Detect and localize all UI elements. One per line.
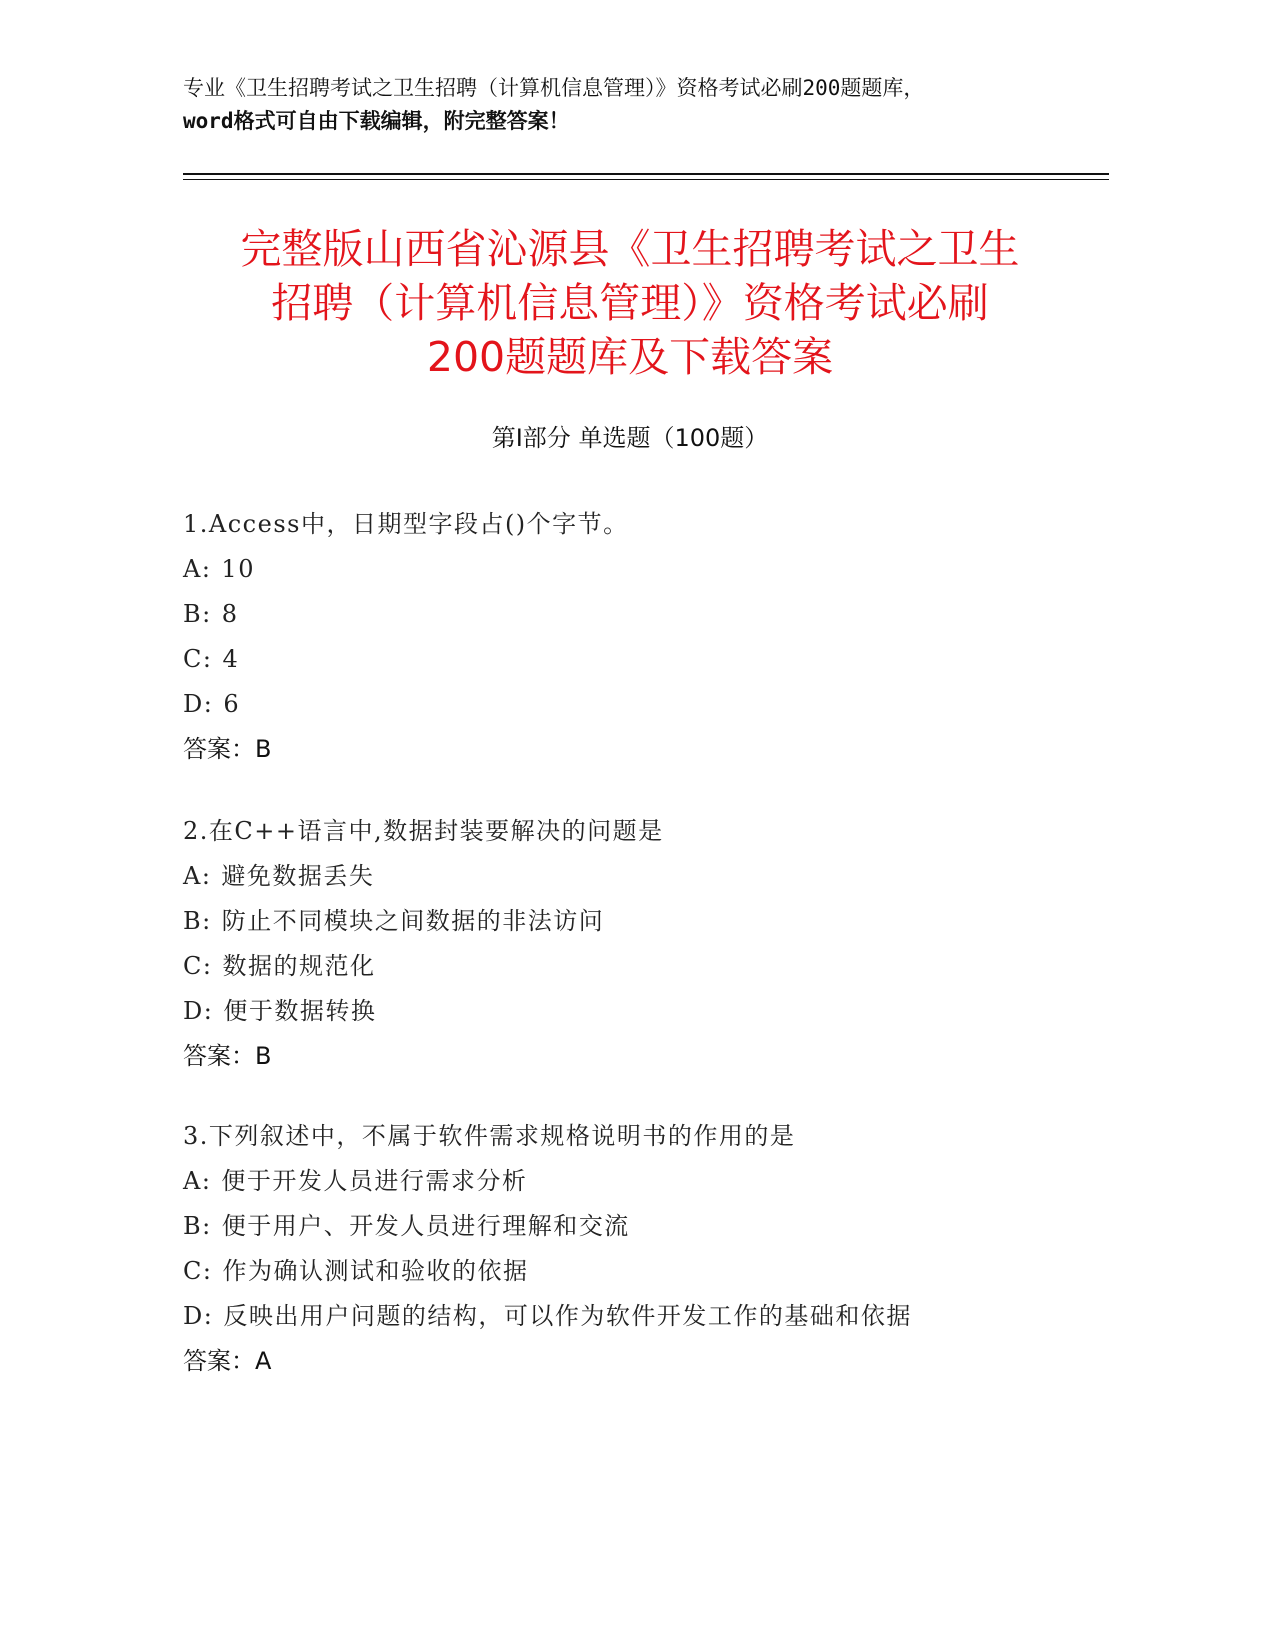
header-divider-thin (183, 179, 1109, 180)
option-label: D: (183, 997, 214, 1025)
option-text: 数据的规范化 (222, 952, 376, 980)
question-stem: 2.在C++语言中,数据封装要解决的问题是 (183, 817, 664, 845)
option-label: B: (183, 907, 212, 935)
question-1 (183, 502, 1113, 772)
option-b (183, 592, 1113, 637)
option-a (183, 547, 1113, 592)
option-label: C: (183, 952, 213, 980)
option-text: 便于数据转换 (223, 997, 377, 1025)
option-d (183, 682, 1113, 727)
option-text: 避免数据丢失 (221, 862, 375, 890)
option-text: 4 (222, 645, 240, 673)
answer-line: 答案：A (183, 1347, 272, 1375)
option-text: 便于用户、开发人员进行理解和交流 (221, 1212, 630, 1240)
option-d (183, 1294, 1113, 1339)
option-text: 10 (221, 555, 255, 583)
option-label: C: (183, 645, 213, 673)
question-3 (183, 1114, 1113, 1384)
option-text: 6 (223, 690, 241, 718)
option-label: D: (183, 690, 214, 718)
section-heading: 第Ⅰ部分 单选题（100题） (491, 424, 769, 452)
option-label: B: (183, 600, 212, 628)
option-text: 8 (221, 600, 239, 628)
option-text: 防止不同模块之间数据的非法访问 (221, 907, 605, 935)
question-2 (183, 809, 1113, 1079)
question-stem: 3.下列叙述中，不属于软件需求规格说明书的作用的是 (183, 1122, 796, 1150)
document-title-line-1: 完整版山西省沁源县《卫生招聘考试之卫生 (240, 225, 1020, 273)
document-title (150, 222, 1110, 384)
header-divider-thick (183, 173, 1109, 175)
header-note (183, 72, 1083, 138)
document-title-line-2: 招聘（计算机信息管理）》资格考试必刷 (271, 279, 989, 327)
question-stem: 1.Access中，日期型字段占()个字节。 (183, 510, 629, 538)
option-b (183, 899, 1113, 944)
document-title-line-3: 200题题库及下载答案 (426, 333, 834, 381)
option-a (183, 1159, 1113, 1204)
option-c (183, 944, 1113, 989)
option-text: 便于开发人员进行需求分析 (221, 1167, 528, 1195)
option-c (183, 637, 1113, 682)
option-c (183, 1249, 1113, 1294)
header-note-line-2: word格式可自由下载编辑，附完整答案！ (183, 109, 570, 133)
answer-line: 答案：B (183, 735, 272, 763)
option-label: C: (183, 1257, 213, 1285)
option-label: A: (183, 1167, 212, 1195)
option-label: B: (183, 1212, 212, 1240)
header-note-line-1: 专业《卫生招聘考试之卫生招聘（计算机信息管理）》资格考试必刷200题题库， (183, 76, 925, 100)
option-label: A: (183, 555, 212, 583)
option-label: D: (183, 1302, 214, 1330)
option-b (183, 1204, 1113, 1249)
answer-line: 答案：B (183, 1042, 272, 1070)
option-label: A: (183, 862, 212, 890)
option-a (183, 854, 1113, 899)
option-text: 反映出用户问题的结构，可以作为软件开发工作的基础和依据 (223, 1302, 912, 1330)
option-text: 作为确认测试和验收的依据 (222, 1257, 529, 1285)
option-d (183, 989, 1113, 1034)
